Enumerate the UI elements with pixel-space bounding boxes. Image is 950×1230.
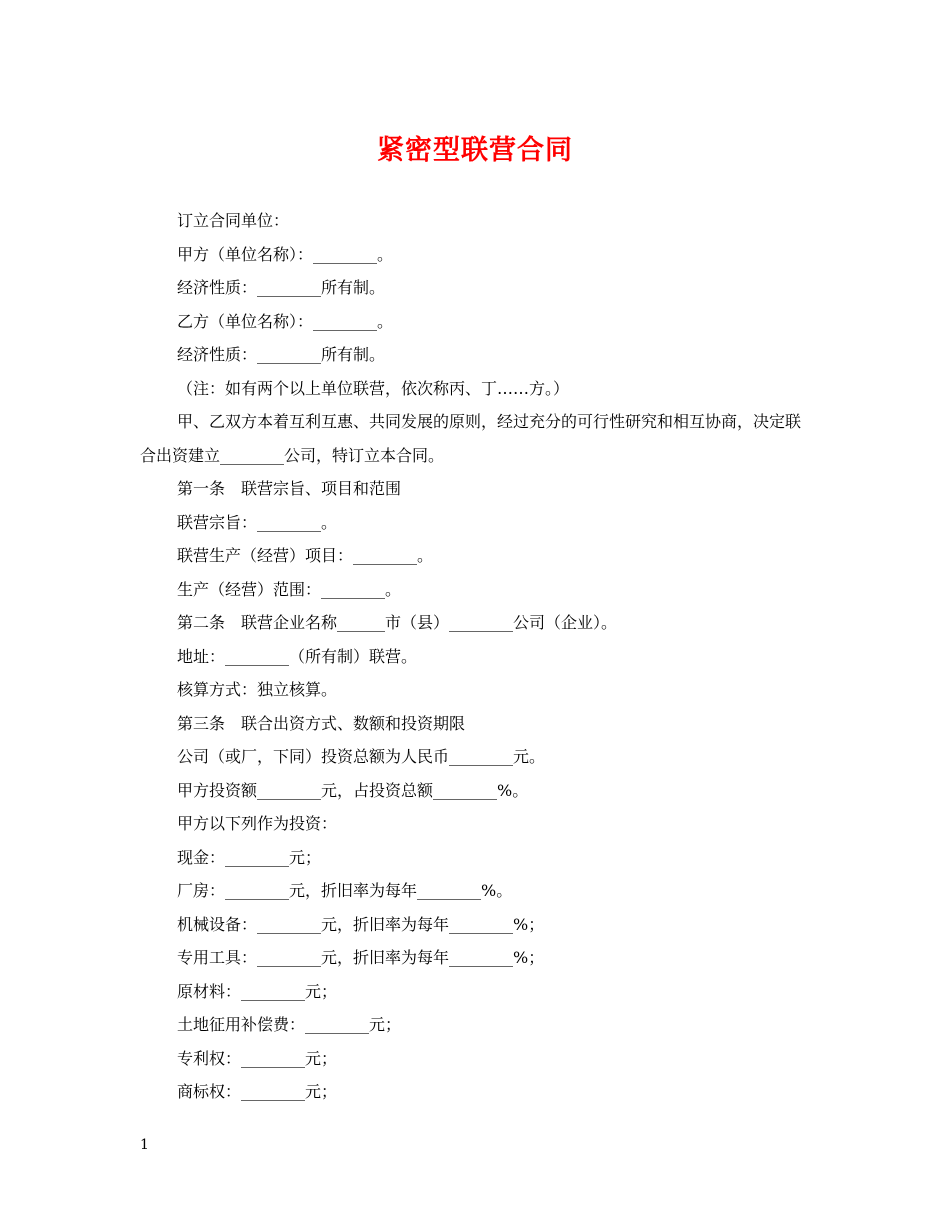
article-1-heading: 第一条 联营宗旨、项目和范围 — [177, 479, 402, 498]
investment-item-machinery: 机械设备：________元，折旧率为每年________%； — [177, 914, 545, 934]
investment-item-plant: 厂房：________元，折旧率为每年________%。 — [177, 881, 513, 900]
paragraph-preamble: 甲、乙双方本着互利互惠、共同发展的原则，经过充分的可行性研究和相互协商，决定联合出资建立________公司，特订立本合同。 — [140, 412, 802, 465]
investment-item-land-compensation: 土地征用补偿费：________元； — [177, 1015, 402, 1034]
paragraph-party-b-name: 乙方（单位名称）：________。 — [177, 311, 394, 331]
paragraph-address: 地址：________（所有制）联营。 — [177, 646, 418, 666]
paragraph-party-a-ownership: 经济性质：________所有制。 — [177, 278, 386, 297]
paragraph-party-a-name: 甲方（单位名称）：________。 — [177, 244, 394, 264]
document-title: 紧密型联营合同 — [377, 135, 573, 166]
investment-item-raw-materials: 原材料：________元； — [177, 981, 338, 1001]
paragraph-note: （注：如有两个以上单位联营，依次称丙、丁……方。） — [177, 378, 570, 398]
paragraph-total-investment: 公司（或厂，下同）投资总额为人民币________元。 — [177, 747, 546, 766]
paragraph-party-b-ownership: 经济性质：________所有制。 — [177, 345, 386, 364]
contract-body — [140, 204, 812, 1109]
page-number: 1 — [140, 1137, 149, 1153]
paragraph-contracting-parties: 订立合同单位： — [177, 211, 290, 230]
paragraph-investment-items-intro: 甲方以下列作为投资： — [177, 814, 338, 833]
paragraph-project: 联营生产（经营）项目：________。 — [177, 546, 434, 565]
investment-item-cash: 现金：________元； — [177, 847, 322, 867]
paragraph-accounting: 核算方式：独立核算。 — [177, 680, 338, 699]
investment-item-special-tools: 专用工具：________元，折旧率为每年________%； — [177, 948, 545, 967]
paragraph-scope: 生产（经营）范围：________。 — [177, 579, 402, 599]
article-2-heading: 第二条 联营企业名称______市（县）________公司（企业）。 — [177, 613, 618, 632]
article-3-heading: 第三条 联合出资方式、数额和投资期限 — [177, 713, 466, 733]
paragraph-party-a-investment: 甲方投资额________元，占投资总额________%。 — [177, 780, 529, 800]
paragraph-purpose: 联营宗旨：________。 — [177, 512, 338, 532]
investment-item-trademark: 商标权：________元； — [177, 1082, 338, 1101]
investment-item-patent: 专利权：________元； — [177, 1048, 338, 1068]
